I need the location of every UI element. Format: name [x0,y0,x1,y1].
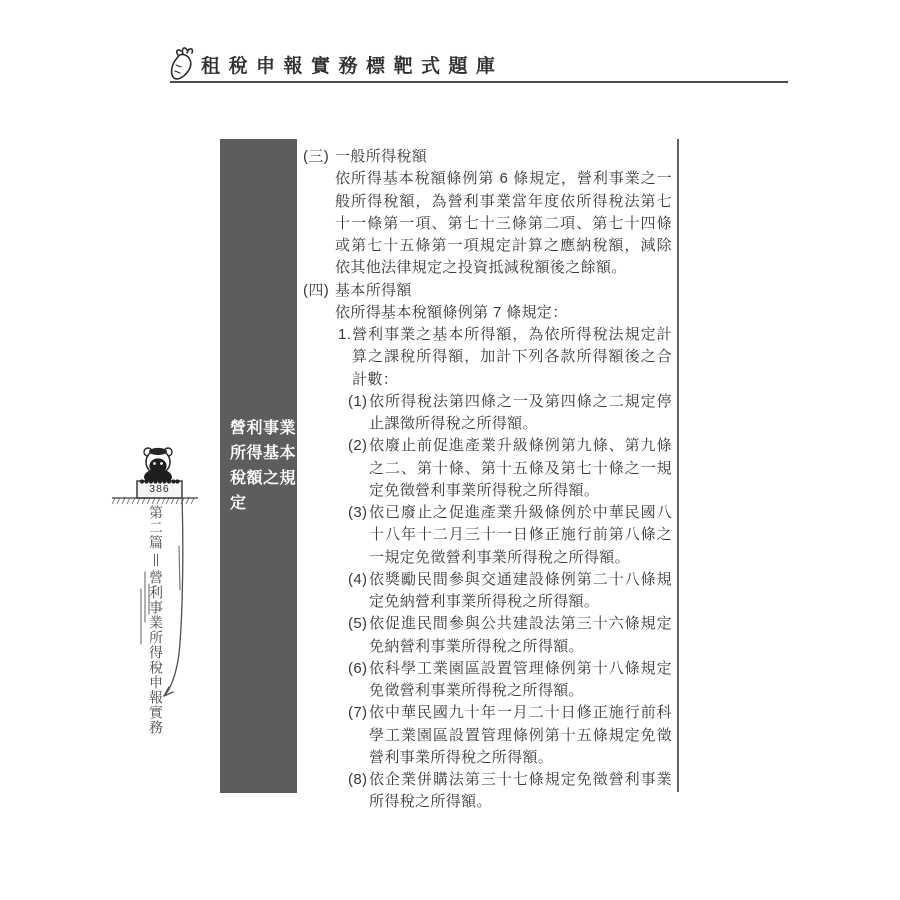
point-text: 依獎勵民間參與交通建設條例第二十八條規定免納營利事業所得稅之所得額。 [369,570,672,610]
book-title: 租稅申報實務標靶式題庫 [201,56,504,77]
main-content [303,146,672,814]
point-label: (4) [348,570,368,588]
page-number: 386 [149,483,170,495]
point-label: (1) [348,392,368,410]
section-heading [303,280,672,302]
numbered-item-label: 1. [338,326,352,343]
section-title: 基本所得額 [335,281,412,299]
numbered-item [338,324,672,391]
section-title: 一般所得稅額 [335,148,428,165]
section-body: 依所得基本稅額條例第 6 條規定，營利事業之一般所得稅額，為營利事業當年度依所得稅法第七十一條第一項、第七十三條第二項、第七十四條或第七十五條第一項規定計算之應納稅額，減除依其他法律規定之投資抵減稅額後之餘額。 [335,170,672,277]
point-item [348,569,672,614]
section-tab-label: 營利事業所得基本稅額之規定 [230,420,297,512]
point-item [348,613,672,658]
point-item [348,658,672,703]
point-item [348,502,672,569]
header-rule [170,81,788,83]
point-label: (7) [348,704,368,722]
section-label: (四) [303,281,330,299]
numbered-item-text: 營利事業之基本所得額，為依所得稅法規定計算之課稅所得額，加計下列各款所得額後之合計數： [352,326,672,388]
point-label: (6) [348,659,368,677]
point-text: 依所得稅法第四條之一及第四條之二規定停止課徵所得稅之所得額。 [369,392,672,432]
section-label: (三) [303,148,330,165]
point-text: 依中華民國九十年一月二十日修正施行前科學工業園區設置管理條例第十五條規定免徵營利事業所得稅之所得額。 [369,704,672,766]
section-tab [220,139,297,793]
point-label: (8) [348,771,368,788]
part-name: 營利事業所得稅申報實務 [148,570,164,735]
point-text: 依科學工業園區設置管理條例第十八條規定免徵營利事業所得稅之所得額。 [369,659,672,699]
section-intro: 依所得基本稅額條例第 7 條規定： [335,303,568,321]
carrot-icon [166,44,198,82]
point-item [348,769,672,814]
part-divider [154,554,158,566]
chapter-vertical-title [147,505,165,735]
section-heading [303,146,672,168]
point-item [348,702,672,769]
point-text: 依企業併購法第三十七條規定免徵營利事業所得稅之所得額。 [369,771,672,811]
point-item [348,391,672,436]
part-label: 第二篇 [148,505,164,550]
content-right-rule [677,139,679,792]
point-text: 依廢止前促進產業升級條例第九條、第九條之二、第十條、第十五條及第七十條之一規定免徵營利事業所得稅之所得額。 [369,437,672,499]
point-text: 依已廢止之促進產業升級條例於中華民國八十八年十二月三十一日修正施行前第八條之一規定免徵營利事業所得稅之所得額。 [369,504,672,566]
point-label: (5) [348,615,368,633]
point-label: (3) [348,504,368,521]
point-text: 依促進民間參與公共建設法第三十六條規定免納營利事業所得稅之所得額。 [369,615,672,655]
point-item [348,435,672,502]
point-label: (2) [348,437,368,455]
